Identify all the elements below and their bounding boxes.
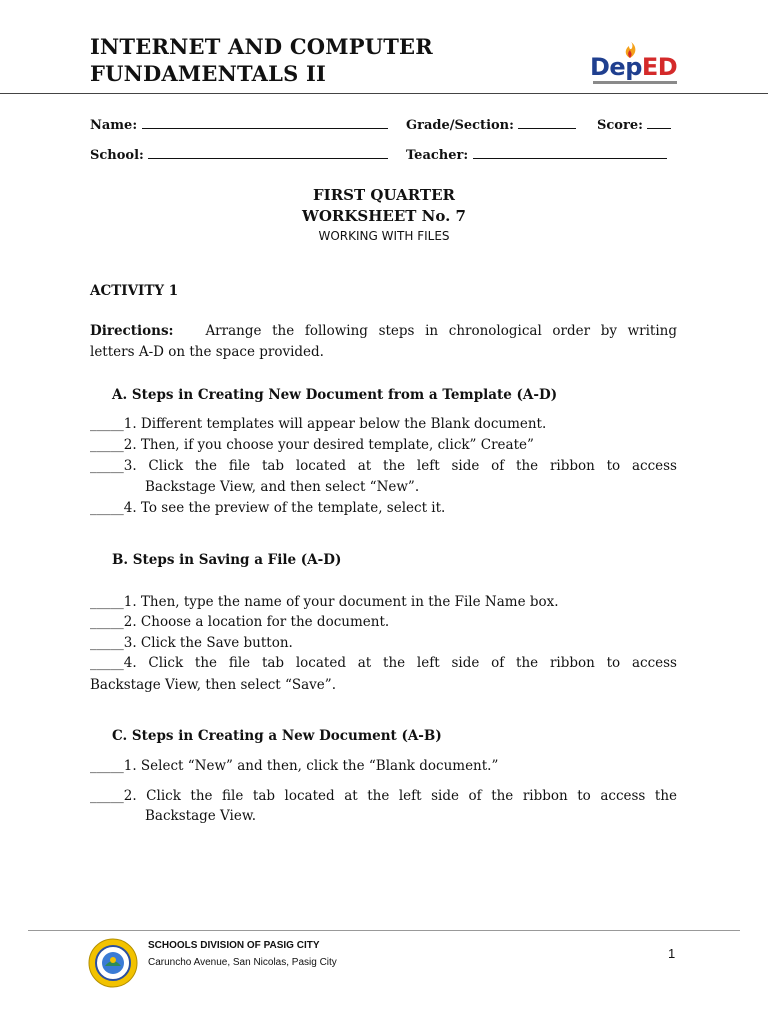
section-a-heading: A. Steps in Creating New Document from a Template (A-D): [112, 387, 558, 403]
item-text: 1. Select “New” and then, click the “Blank document.”: [123, 758, 499, 774]
grade-label: Grade/Section:: [406, 118, 514, 133]
document-title: [90, 33, 433, 87]
section-b-item-3: [90, 633, 293, 654]
answer-blank[interactable]: _____: [90, 500, 124, 516]
name-label: Name:: [90, 118, 138, 133]
page-number: 1: [668, 946, 676, 961]
section-a-item-2: [90, 435, 534, 456]
school-input-line[interactable]: [148, 146, 388, 159]
section-a-item-1: [90, 414, 546, 435]
logo-subtitle-strip: [593, 81, 677, 84]
pasig-seal-icon: [88, 938, 138, 988]
answer-blank[interactable]: _____: [90, 458, 124, 474]
answer-blank[interactable]: _____: [90, 594, 124, 610]
answer-blank[interactable]: _____: [90, 758, 124, 774]
quarter-title: FIRST QUARTER: [313, 186, 455, 204]
item-text: 3. Click the Save button.: [123, 635, 293, 651]
section-c-heading: C. Steps in Creating a New Document (A-B): [112, 728, 442, 744]
directions-text-1: Arrange the following steps in chronological order by writing: [205, 323, 677, 339]
section-c-item-2-cont: Backstage View.: [145, 808, 257, 824]
answer-blank[interactable]: _____: [90, 614, 124, 630]
answer-blank[interactable]: _____: [90, 437, 124, 453]
score-input-line[interactable]: [647, 116, 671, 129]
directions-line-1: [90, 321, 677, 342]
item-text: 1. Then, type the name of your document in the File Name box.: [123, 594, 559, 610]
deped-logo: [590, 42, 682, 90]
section-b-item-4: [90, 653, 677, 674]
item-text: 2. Choose a location for the document.: [123, 614, 390, 630]
school-label: School:: [90, 148, 144, 163]
score-label: Score:: [597, 118, 643, 133]
section-b-item-1: [90, 592, 559, 613]
title-line-2: FUNDAMENTALS II: [90, 61, 327, 86]
item-text: 1. Different templates will appear below the Blank document.: [123, 416, 547, 432]
logo-dep-text: Dep: [590, 53, 642, 81]
section-a-item-3-cont: Backstage View, and then select “New”.: [145, 479, 420, 495]
teacher-field: [406, 146, 667, 163]
section-c-item-2: [90, 786, 677, 807]
footer-divider: [28, 930, 740, 931]
activity-label: ACTIVITY 1: [90, 283, 179, 299]
answer-blank[interactable]: _____: [90, 788, 124, 804]
section-a-item-4: [90, 498, 445, 519]
item-text: 4. Click the file tab located at the left side of the ribbon to access: [123, 655, 677, 671]
section-c-item-1: [90, 756, 498, 777]
item-text: 3. Click the file tab located at the left side of the ribbon to access: [123, 458, 677, 474]
school-field: [90, 146, 388, 163]
answer-blank[interactable]: _____: [90, 416, 124, 432]
footer-address: Caruncho Avenue, San Nicolas, Pasig City: [148, 957, 337, 968]
section-b-heading: B. Steps in Saving a File (A-D): [112, 552, 342, 568]
grade-field: [406, 116, 576, 133]
title-line-1: INTERNET AND COMPUTER: [90, 34, 433, 59]
teacher-input-line[interactable]: [473, 146, 667, 159]
directions-line-2: letters A-D on the space provided.: [90, 344, 324, 360]
answer-blank[interactable]: _____: [90, 655, 124, 671]
logo-ed-text: ED: [641, 53, 678, 81]
worksheet-subtitle: WORKING WITH FILES: [318, 229, 450, 243]
worksheet-title: WORKSHEET No. 7: [301, 207, 466, 225]
directions-label: Directions:: [90, 323, 174, 339]
score-field: [597, 116, 671, 133]
item-text: 2. Then, if you choose your desired template, click” Create”: [123, 437, 534, 453]
section-b-item-2: [90, 612, 389, 633]
grade-input-line[interactable]: [518, 116, 576, 129]
name-field: [90, 116, 388, 133]
footer-division: SCHOOLS DIVISION OF PASIG CITY: [148, 940, 320, 951]
header-divider: [0, 93, 768, 94]
answer-blank[interactable]: _____: [90, 635, 124, 651]
section-a-item-3: [90, 456, 677, 477]
item-text: 4. To see the preview of the template, select it.: [123, 500, 446, 516]
section-b-item-4-cont: Backstage View, then select “Save”.: [90, 677, 336, 693]
item-text: 2. Click the file tab located at the left side of the ribbon to access the: [123, 788, 677, 804]
teacher-label: Teacher:: [406, 148, 469, 163]
name-input-line[interactable]: [142, 116, 388, 129]
